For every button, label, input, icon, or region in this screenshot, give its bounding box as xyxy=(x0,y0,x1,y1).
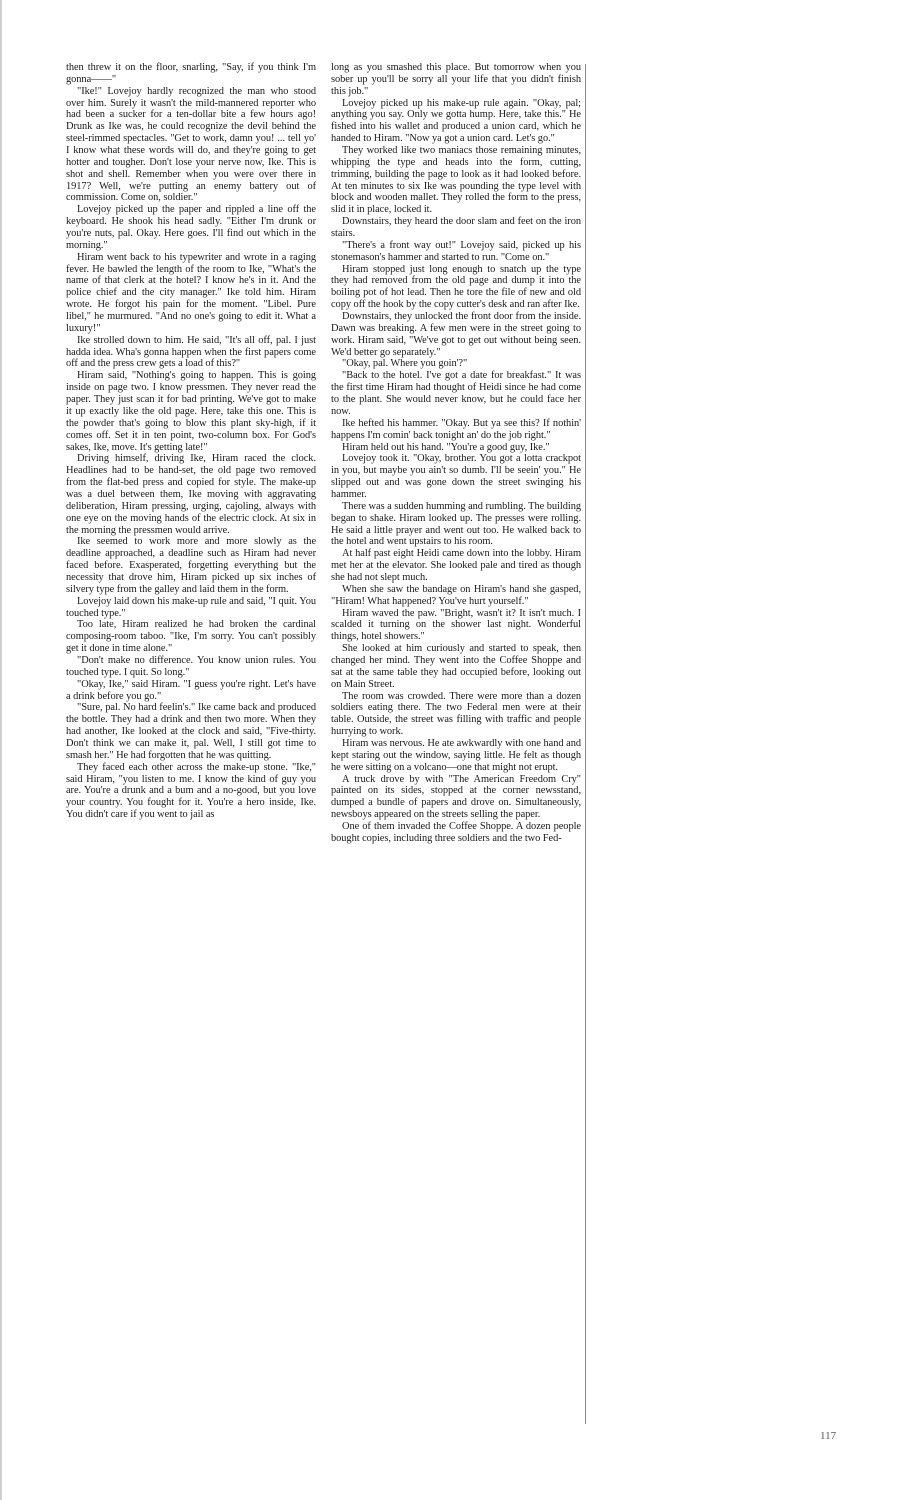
paragraph: Hiram waved the paw. "Bright, wasn't it? It isn't much. I scalded it turning on the shower last night. Wonderful things, hotel showers." xyxy=(331,607,581,643)
paragraph: Too late, Hiram realized he had broken the cardinal composing-room taboo. "Ike, I'm sorry. You can't possibly get it done in time alone." xyxy=(66,619,316,655)
paragraph: She looked at him curiously and started to speak, then changed her mind. They went into the Coffee Shoppe and sat at the same table they had occupied before, looking out on Main Street. xyxy=(331,643,581,690)
paragraph: A truck drove by with "The American Freedom Cry" painted on its sides, stopped at the corner newsstand, dumped a bundle of papers and drove on. Simultaneously, newsboys appeared on the streets selling the paper. xyxy=(331,773,581,821)
paragraph: Hiram was nervous. He ate awkwardly with one hand and kept staring out the window, saying little. He felt as though he were sitting on a volcano—one that might not erupt. xyxy=(331,737,581,773)
paragraph: There was a sudden humming and rumbling. The building began to shake. Hiram looked up. The presses were rolling. He said a little prayer and went out too. He walked back to the hotel and went upstairs to his room. xyxy=(331,500,581,548)
paragraph: "Sure, pal. No hard feelin's." Ike came back and produced the bottle. They had a drink and then two more. When they had another, Ike looked at the clock and said, "Five-thirty. Don't think we can make it, pal. Well, I still got time to smash her." He had forgotten that he was quitting. xyxy=(66,702,316,761)
paragraph: "Okay, pal. Where you goin'?" xyxy=(342,358,468,370)
paragraph: "Okay, Ike," said Hiram. "I guess you're right. Let's have a drink before you go." xyxy=(66,678,316,702)
text-column-left xyxy=(66,62,316,821)
paragraph: When she saw the bandage on Hiram's hand she gasped, "Hiram! What happened? You've hurt yourself." xyxy=(331,583,581,607)
paragraph: One of them invaded the Coffee Shoppe. A dozen people bought copies, including three soldiers and the two Fed- xyxy=(331,821,581,844)
paragraph: Lovejoy took it. "Okay, brother. You got a lotta crackpot in you, but maybe you ain't so dumb. I'll be seein' you." He slipped out and was gone down the street swinging his hammer. xyxy=(331,453,581,500)
paragraph: The room was crowded. There were more than a dozen soldiers eating there. The two Federal men were at their table. Outside, the street was filling with traffic and people hurrying to work. xyxy=(331,690,581,738)
paragraph: They worked like two maniacs those remaining minutes, whipping the type and heads into the form, cutting, trimming, building the page to look as it had looked before. At ten minutes to six Ike was pounding the type level with block and wooden mallet. They rolled the form to the press, slid it in place, locked it. xyxy=(331,145,581,216)
text-column-right xyxy=(331,62,581,845)
paragraph: then threw it on the floor, snarling, "Say, if you think I'm gonna——" xyxy=(66,62,316,85)
paragraph: "Ike!" Lovejoy hardly recognized the man who stood over him. Surely it wasn't the mild-mannered reporter who had been a sucker for a ten-dollar bite a few hours ago! Drunk as Ike was, he could recognize the devil behind the steel-rimmed spectacles. "Get to work, damn you! ... tell yo' I know what these words will do, and they're going to get hotter and tougher. Don't lose your nerve now, Ike. This is shot and shell. Remember when you were over there in 1917? Well, we're putting an enemy battery out of commission. Come on, soldier." xyxy=(66,85,316,204)
paragraph: Ike hefted his hammer. "Okay. But ya see this? If nothin' happens I'm comin' back tonight an' do the job right." xyxy=(331,417,581,441)
paragraph: Lovejoy picked up the paper and rippled a line off the keyboard. He shook his head sadly. "Either I'm drunk or you're nuts, pal. Okay. Here goes. I'll find out which in the morning." xyxy=(66,204,316,251)
paragraph: At half past eight Heidi came down into the lobby. Hiram met her at the elevator. She looked pale and tired as though she had not slept much. xyxy=(331,548,581,583)
paragraph: Lovejoy picked up his make-up rule again. "Okay, pal; anything you say. Only we gotta hump. Here, take this." He fished into his wallet and produced a union card, which he handed to Hiram. "Now ya got a union card. Let's go." xyxy=(331,97,581,145)
paragraph: Ike seemed to work more and more slowly as the deadline approached, a deadline such as Hiram had never faced before. Exasperated, forgetting everything but the necessity that drove him, Hiram picked up six inches of silvery type from the galley and laid them in the form. xyxy=(66,536,316,595)
paragraph: "Back to the hotel. I've got a date for breakfast." It was the first time Hiram had thought of Heidi since he had come to the plant. She would never know, but he could face her now. xyxy=(331,370,581,417)
paragraph: "There's a front way out!" Lovejoy said, picked up his stonemason's hammer and started to run. "Come on." xyxy=(331,239,581,263)
paragraph: Hiram said, "Nothing's going to happen. This is going inside on page two. I know pressmen. They never read the paper. They just scan it for bad printing. We've got to make it up exactly like the old page. Here, take this one. This is the powder that's going to blow this plant sky-high, if it comes off. Set it in ten point, two-column box. For God's sakes, Ike, move. It's getting late!" xyxy=(66,370,316,453)
paragraph: Downstairs, they heard the door slam and feet on the iron stairs. xyxy=(331,216,581,240)
paragraph: Hiram stopped just long enough to snatch up the type they had removed from the old page and dump it into the boiling pot of hot lead. Then he tore the file of new and old copy off the hook by the copy cutter's desk and ran after Ike. xyxy=(331,263,581,311)
page-edge xyxy=(0,0,2,1500)
column-rule xyxy=(585,64,586,1424)
page-number: 117 xyxy=(820,1430,837,1442)
paragraph: Downstairs, they unlocked the front door from the inside. Dawn was breaking. A few men were in the street going to work. Hiram said, "We've got to get out without being seen. We'd better go separately." xyxy=(331,311,581,358)
paragraph: Hiram went back to his typewriter and wrote in a raging fever. He bawled the length of the room to Ike, "What's the name of that clerk at the hotel? I know he's in it. And the police chief and the city manager." Ike told him. Hiram wrote. He forgot his pain for the moment. "Libel. Pure libel," he murmured. "And no one's going to edit it. What a luxury!" xyxy=(66,251,316,334)
paragraph: They faced each other across the make-up stone. "Ike," said Hiram, "you listen to me. I know the kind of guy you are. You're a drunk and a bum and a no-good, but you love your country. You fought for it. You're a hero inside, Ike. You didn't care if you went to jail as xyxy=(66,761,316,821)
paragraph: Hiram held out his hand. "You're a good guy, Ike." xyxy=(342,441,550,453)
paragraph: "Don't make no difference. You know union rules. You touched type. I quit. So long." xyxy=(66,654,316,678)
paragraph: long as you smashed this place. But tomorrow when you sober up you'll be sorry all your life that you didn't finish this job." xyxy=(331,62,581,97)
paragraph: Driving himself, driving Ike, Hiram raced the clock. Headlines had to be hand-set, the old page two removed from the flat-bed press and copied for style. The make-up was a duel between them, Ike moving with aggravating deliberation, Hiram pressing, urging, cajoling, always with one eye on the moving hands of the electric clock. At six in the morning the pressmen would arrive. xyxy=(66,453,316,536)
paragraph: Lovejoy laid down his make-up rule and said, "I quit. You touched type." xyxy=(66,595,316,619)
paragraph: Ike strolled down to him. He said, "It's all off, pal. I just hadda idea. Wha's gonna happen when the first papers come off and the press crew gets a load of this?" xyxy=(66,334,316,370)
